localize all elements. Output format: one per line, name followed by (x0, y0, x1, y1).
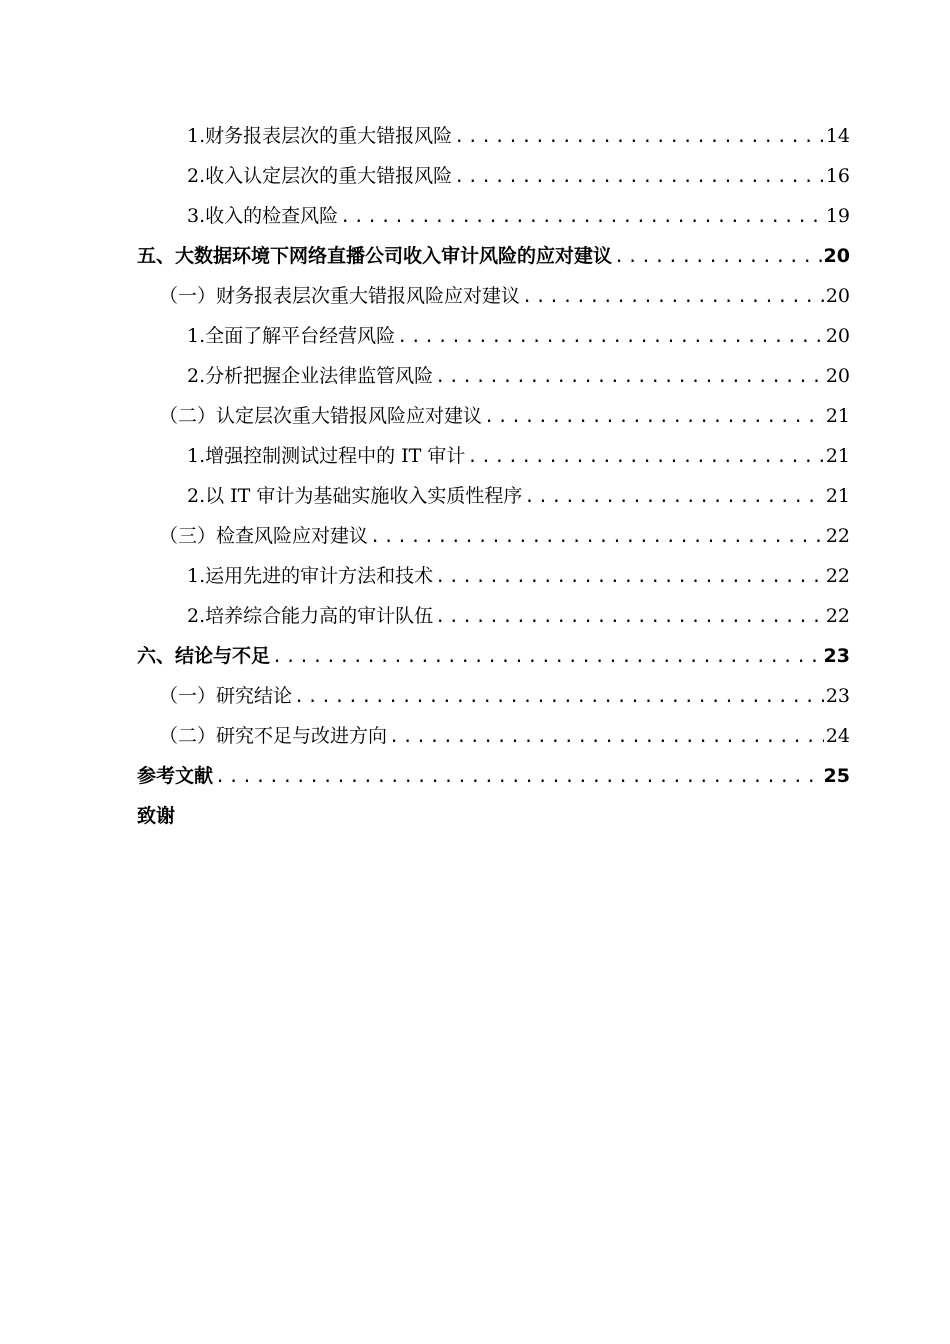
dot-leader (467, 437, 823, 477)
toc-entry-page: 19 (825, 205, 850, 227)
toc-entry[interactable] (137, 396, 850, 436)
toc-entry-title: 运用先进的审计方法和技术 (205, 565, 434, 587)
dot-leader (454, 117, 824, 157)
toc-entry-title: 分析把握企业法律监管风险 (205, 365, 434, 387)
toc-entry[interactable] (137, 596, 850, 636)
toc-entry-number: 2. (187, 165, 206, 187)
toc-entry-title: （一）财务报表层次重大错报风险应对建议 (159, 285, 521, 307)
toc-entry[interactable] (137, 156, 850, 196)
toc-entry-title: （二）认定层次重大错报风险应对建议 (159, 405, 483, 427)
toc-entry-title: 参考文献 (137, 765, 214, 787)
toc-entry-page: 21 (825, 485, 850, 507)
toc-entry-page: 22 (825, 605, 850, 627)
toc-entry-number: 1. (187, 125, 206, 147)
toc-entry[interactable] (137, 556, 850, 596)
toc-entry-page: 16 (825, 165, 850, 187)
toc-entry-page: 22 (825, 565, 850, 587)
toc-entry[interactable] (137, 276, 850, 316)
toc-entry[interactable] (137, 716, 850, 756)
toc-entry-title: 致谢 (137, 805, 176, 827)
dot-leader (340, 197, 824, 237)
dot-leader (454, 157, 824, 197)
toc-entry-page: 14 (825, 125, 850, 147)
toc-entry[interactable] (137, 436, 850, 476)
toc-entry-page: 22 (825, 525, 850, 547)
toc-entry-title: 五、大数据环境下网络直播公司收入审计风险的应对建议 (137, 245, 613, 267)
toc-entry-page: 20 (825, 365, 850, 387)
dot-leader (435, 557, 824, 597)
toc-entry[interactable] (137, 476, 850, 516)
toc-entry-title: 收入的检查风险 (205, 205, 339, 227)
dot-leader (272, 637, 822, 677)
dot-leader (215, 757, 822, 797)
toc-entry-number: 1. (187, 565, 206, 587)
toc-entry-page: 20 (823, 245, 850, 267)
toc-entry[interactable] (137, 796, 850, 836)
toc-entry-title: 财务报表层次的重大错报风险 (205, 125, 453, 147)
toc-entry-title: （二）研究不足与改进方向 (159, 725, 388, 747)
toc-entry-number: 2. (187, 365, 206, 387)
dot-leader (435, 357, 824, 397)
dot-leader (397, 317, 824, 357)
toc-entry-page: 20 (825, 325, 850, 347)
toc-entry[interactable] (137, 196, 850, 236)
dot-leader (435, 597, 824, 637)
toc-entry-number: 2. (187, 605, 206, 627)
toc-entry[interactable] (137, 516, 850, 556)
dot-leader (389, 717, 824, 757)
toc-entry[interactable] (137, 756, 850, 796)
toc-entry-title: 培养综合能力高的审计队伍 (205, 605, 434, 627)
table-of-contents (137, 116, 850, 836)
toc-entry-title: 增强控制测试过程中的 IT 审计 (205, 445, 466, 467)
toc-entry[interactable] (137, 236, 850, 276)
toc-entry-page: 25 (823, 765, 850, 787)
dot-leader (370, 517, 824, 557)
dot-leader (484, 397, 824, 437)
toc-entry-title: 全面了解平台经营风险 (205, 325, 396, 347)
toc-entry-title: （一）研究结论 (159, 685, 293, 707)
toc-entry-page: 21 (825, 445, 850, 467)
toc-entry[interactable] (137, 356, 850, 396)
dot-leader (294, 677, 824, 717)
toc-entry-title: 收入认定层次的重大错报风险 (205, 165, 453, 187)
toc-entry[interactable] (137, 636, 850, 676)
toc-entry-number: 3. (187, 205, 206, 227)
toc-entry-page: 23 (823, 645, 850, 667)
toc-entry[interactable] (137, 676, 850, 716)
toc-entry[interactable] (137, 116, 850, 156)
dot-leader (522, 277, 824, 317)
toc-entry-title: 六、结论与不足 (137, 645, 271, 667)
toc-entry[interactable] (137, 316, 850, 356)
toc-entry-page: 23 (825, 685, 850, 707)
toc-entry-page: 20 (825, 285, 850, 307)
toc-entry-number: 2. (187, 485, 206, 507)
toc-entry-number: 1. (187, 445, 206, 467)
toc-entry-number: 1. (187, 325, 206, 347)
toc-entry-title: 以 IT 审计为基础实施收入实质性程序 (205, 485, 523, 507)
toc-entry-page: 21 (825, 405, 850, 427)
toc-entry-page: 24 (825, 725, 850, 747)
dot-leader (614, 237, 822, 277)
toc-entry-title: （三）检查风险应对建议 (159, 525, 369, 547)
dot-leader (524, 477, 823, 517)
